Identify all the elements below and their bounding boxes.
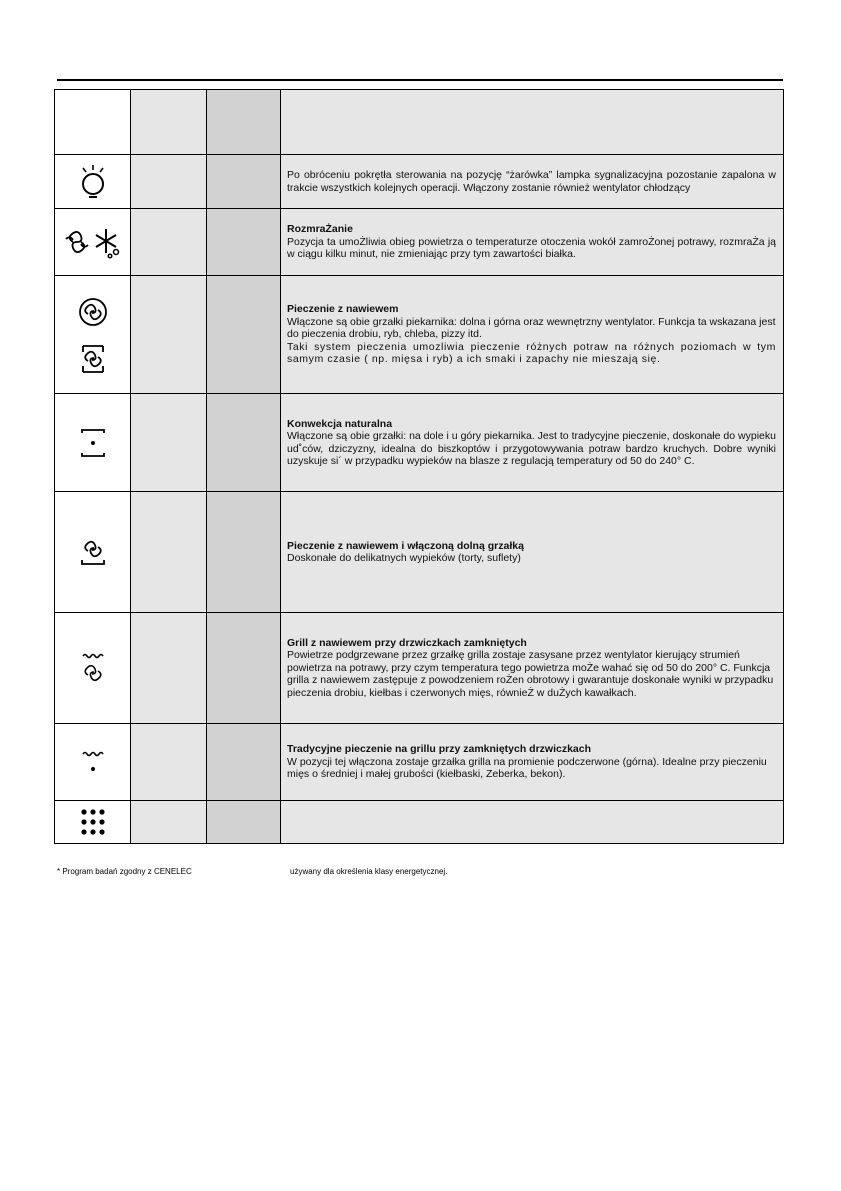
cell-c <box>207 276 281 394</box>
row-body: W pozycji tej włączona zostaje grzałka grilla na promienie podczerwone (górna). Idealne przy pieczeniu mięs o średniej i małej grubości (kiełbaski, Zeberka, bekon). <box>287 755 767 781</box>
dots-icon <box>78 806 108 838</box>
table-row <box>55 155 784 209</box>
row-body: Włączone są obie grzałki piekarnika: dolna i górna oraz wewnętrzny wentylator. Funkcja ta wskazana jest do pieczenia drobiu, ryb, chleba, pizzy itd. <box>287 315 776 341</box>
table-row <box>55 276 784 394</box>
description-cell <box>281 209 784 276</box>
grill-icon <box>76 742 110 782</box>
header-cell-icon <box>55 90 131 155</box>
description-cell <box>281 394 784 492</box>
table-header-row <box>55 90 784 155</box>
cell-c <box>207 155 281 209</box>
header-cell-b <box>131 90 207 155</box>
footnote-right: używany dla określenia klasy energetycznej. <box>290 867 448 876</box>
icon-cell <box>55 613 131 724</box>
description-cell <box>281 155 784 209</box>
table-row <box>55 801 784 844</box>
icon-cell <box>55 276 131 394</box>
cell-c <box>207 394 281 492</box>
table-row <box>55 209 784 276</box>
description-cell <box>281 613 784 724</box>
defrost-icon <box>62 225 124 259</box>
header-rule <box>57 79 783 81</box>
cell-b <box>131 492 207 613</box>
cell-c <box>207 613 281 724</box>
row-body: Powietrze podgrzewane przez grzałkę grilla zostaje zasysane przez wentylator kierujący strumień powietrza na potrawy, przy czym temperatura tego powietrza moŻe wahać się od 50 do 200° C. Funkcja grilla z nawiewem zastępuje z powodzeniem roŻen obrotowy i gwarantuje doskonałe wyniki w przypadku pieczenia drobiu, kiełbas i czerwonych mięs, równieŻ w duŻych kawałkach. <box>287 649 774 699</box>
footnote-left: * Program badań zgodny z CENELEC <box>57 867 192 876</box>
icon-cell <box>55 801 131 844</box>
icon-cell <box>55 394 131 492</box>
row-body: Doskonałe do delikatnych wypieków (torty, suflety) <box>287 552 521 564</box>
fan-bottom-icon <box>76 532 110 572</box>
cell-c <box>207 492 281 613</box>
cell-c <box>207 209 281 276</box>
row-title: Tradycyjne pieczenie na grillu przy zamkniętych drzwiczkach <box>287 743 592 756</box>
table-row <box>55 492 784 613</box>
fan-grill-icon <box>76 648 110 688</box>
cell-b <box>131 394 207 492</box>
row-title: Grill z nawiewem przy drzwiczkach zamkniętych <box>287 636 527 649</box>
fan-bake-icon <box>73 290 113 380</box>
description-cell <box>281 492 784 613</box>
cell-c <box>207 724 281 801</box>
cell-b <box>131 209 207 276</box>
table-row <box>55 613 784 724</box>
cell-b <box>131 801 207 844</box>
icon-cell <box>55 724 131 801</box>
table-row <box>55 394 784 492</box>
row-title: Pieczenie z nawiewem <box>287 303 399 316</box>
oven-functions-table <box>54 89 784 844</box>
header-cell-c <box>207 90 281 155</box>
cell-b <box>131 155 207 209</box>
row-body: Włączone są obie grzałki: na dole i u góry piekarnika. Jest to tradycyjne pieczenie, doskonałe do wypieku ud˚ców, dziczyzny, idealna do biszkoptów i przygotowywania potraw bardzo kruchych. Dobre wyniki uzyskuje si´ w przypadku wypieków na blasze z regulacją temperatury od 50 do 240° C. <box>287 430 776 467</box>
description-cell <box>281 276 784 394</box>
row-body-2: Taki system pieczenia umozliwia pieczenie różnych potraw na różnych poziomach w tym samym czasie ( np. mięsa i ryb) a ich smaki i zapachy nie mieszają się. <box>287 340 776 366</box>
icon-cell <box>55 209 131 276</box>
row-title: RozmraŻanie <box>287 223 353 236</box>
header-cell-text <box>281 90 784 155</box>
cell-c <box>207 801 281 844</box>
row-title: Konwekcja naturalna <box>287 417 393 430</box>
row-body: Pozycja ta umoŻliwia obieg powietrza o temperaturze otoczenia wokół zamroŻonej potrawy, rozmraŻa ją w ciągu kilku minut, nie zmieniając przy tym zawartości białka. <box>287 235 776 261</box>
cell-b <box>131 724 207 801</box>
row-title: Pieczenie z nawiewem i włączoną dolną grzałką <box>287 539 524 552</box>
description-cell <box>281 724 784 801</box>
icon-cell <box>55 492 131 613</box>
icon-cell <box>55 155 131 209</box>
table-row <box>55 724 784 801</box>
row-body: Po obróceniu pokrętła sterowania na pozycję “żarówka” lampka sygnalizacyjna pozostanie zapalona w trakcie wszystkich kolejnych operacji. Włączony zostanie również wentylator chłodzący <box>287 169 776 194</box>
description-cell <box>281 801 784 844</box>
conventional-icon <box>76 423 110 463</box>
cell-b <box>131 276 207 394</box>
cell-b <box>131 613 207 724</box>
lamp-icon <box>78 162 108 202</box>
